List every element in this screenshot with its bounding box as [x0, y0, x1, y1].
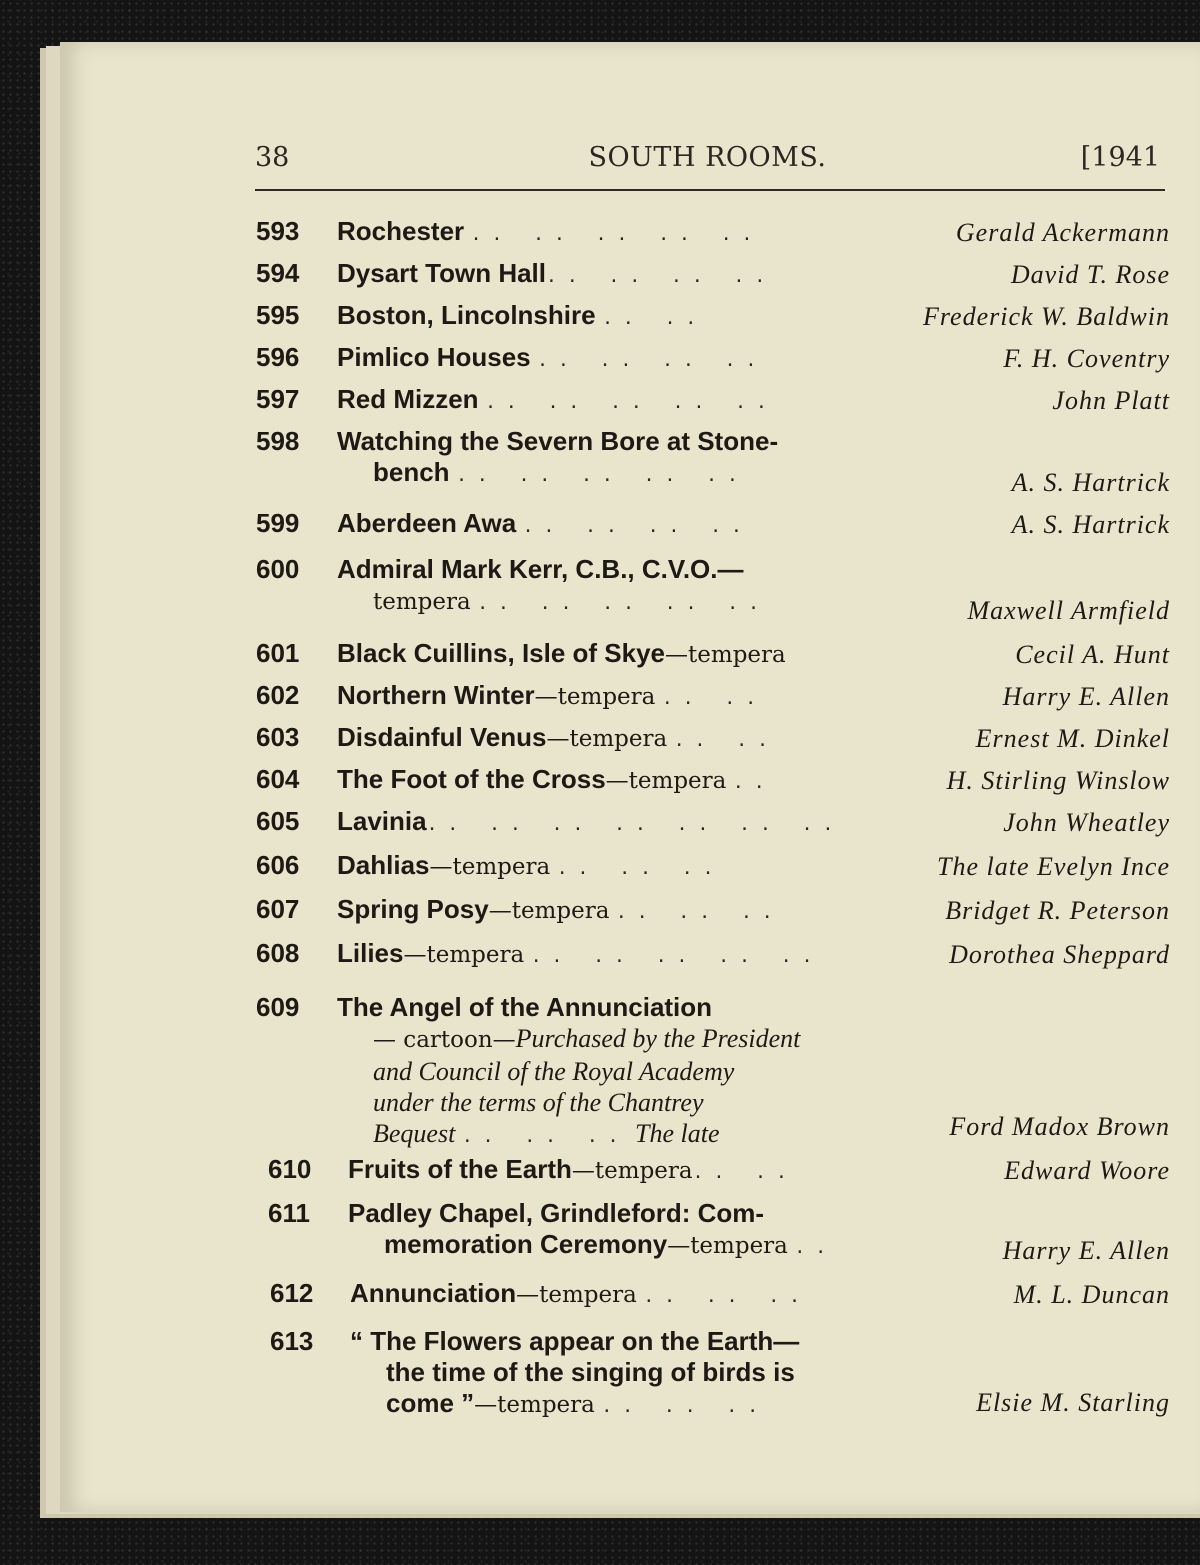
- entry-medium: —tempera: [605, 768, 727, 794]
- entry-number: 593: [256, 216, 300, 246]
- entry-605: 605 Lavinia.. .. .. .. .. .. .. John Wheatley: [256, 806, 1170, 837]
- entry-artist: Edward Woore: [1004, 1156, 1170, 1185]
- entry-title: Dahlias: [337, 850, 430, 880]
- entry-title-line2: the time of the singing of birds is: [386, 1357, 795, 1387]
- entry-title: Red Mizzen: [337, 384, 479, 414]
- entry-number: 602: [256, 680, 300, 710]
- entry-note-line2: and Council of the Royal Academy: [373, 1057, 735, 1086]
- entry-artist: Elsie M. Starling: [976, 1388, 1170, 1417]
- entry-title-line2: memoration Ceremony: [384, 1229, 668, 1259]
- entry-artist: Bridget R. Peterson: [945, 896, 1170, 925]
- entry-606: 606 Dahlias—tempera .. .. .. The late Evelyn Ince: [256, 850, 1170, 881]
- entry-title: Aberdeen Awa: [337, 508, 517, 538]
- entry-604: 604 The Foot of the Cross—tempera .. H. Stirling Winslow: [256, 764, 1170, 795]
- entry-note-line3: under the terms of the Chantrey: [373, 1088, 704, 1117]
- entry-603: 603 Disdainful Venus—tempera .. .. Ernest M. Dinkel: [256, 722, 1170, 753]
- entry-artist: Gerald Ackermann: [955, 218, 1170, 247]
- entry-title: The Angel of the Annunciation: [337, 992, 713, 1022]
- entry-artist: H. Stirling Winslow: [946, 766, 1170, 795]
- entry-593: 593 Rochester .. .. .. .. .. Gerald Ackermann: [256, 216, 1170, 247]
- entry-artist: David T. Rose: [1010, 260, 1170, 289]
- entry-number: 595: [256, 300, 300, 330]
- entry-medium: —tempera: [474, 1392, 595, 1418]
- entry-title-line1: Padley Chapel, Grindleford: Com-: [348, 1198, 765, 1228]
- entry-613: 613 “ The Flowers appear on the Earth— the time of the singing of birds is come ”—tempera .. .. .. Elsie M. Starling: [270, 1326, 1170, 1418]
- entry-medium: —tempera: [429, 854, 551, 880]
- entry-title: Northern Winter: [337, 680, 535, 710]
- entry-number: 609: [256, 992, 300, 1022]
- entry-title: Fruits of the Earth: [348, 1154, 572, 1184]
- entry-artist-prefix: The late: [635, 1119, 720, 1148]
- entry-list: [0, 212, 1200, 1432]
- entry-artist: Harry E. Allen: [1002, 1236, 1170, 1265]
- entry-number: 601: [256, 638, 300, 668]
- entry-number: 611: [268, 1198, 310, 1228]
- entry-596: 596 Pimlico Houses .. .. .. .. F. H. Coventry: [256, 342, 1170, 373]
- entry-title-line2: bench: [373, 457, 450, 487]
- entry-594: 594 Dysart Town Hall.. .. .. .. David T. Rose: [256, 258, 1170, 289]
- entry-medium: —tempera: [516, 1282, 637, 1308]
- entry-602: 602 Northern Winter—tempera .. .. Harry E. Allen: [256, 680, 1170, 711]
- entry-medium: — cartoon—: [373, 1027, 516, 1053]
- page-number: 38: [255, 142, 290, 173]
- entry-medium: —tempera: [571, 1158, 693, 1184]
- entry-title-line1: “ The Flowers appear on the Earth—: [350, 1326, 800, 1356]
- entry-artist: Ernest M. Dinkel: [975, 724, 1170, 753]
- entry-number: 610: [268, 1154, 312, 1184]
- entry-artist: Maxwell Armfield: [967, 596, 1170, 625]
- entry-number: 606: [256, 850, 300, 880]
- entry-number: 597: [256, 384, 300, 414]
- entry-number: 613: [270, 1326, 314, 1356]
- header-rule: [255, 189, 1165, 191]
- entry-number: 594: [256, 258, 300, 288]
- entry-597: 597 Red Mizzen .. .. .. .. .. John Platt: [256, 384, 1170, 415]
- entry-artist: Harry E. Allen: [1002, 682, 1170, 711]
- entry-595: 595 Boston, Lincolnshire .. .. Frederick W. Baldwin: [256, 300, 1170, 331]
- entry-612: 612 Annunciation—tempera .. .. .. M. L. Duncan: [270, 1278, 1170, 1309]
- entry-title: Dysart Town Hall: [337, 258, 547, 288]
- entry-number: 607: [256, 894, 300, 924]
- entry-number: 600: [256, 554, 300, 584]
- year: [1941: [1080, 142, 1160, 173]
- entry-title: The Foot of the Cross: [337, 764, 606, 794]
- entry-artist: John Wheatley: [1003, 808, 1170, 837]
- entry-note-line1: Purchased by the President: [515, 1024, 801, 1053]
- entry-title: Annunciation: [350, 1278, 517, 1308]
- entry-title: Lavinia: [337, 806, 427, 836]
- entry-608: 608 Lilies—tempera .. .. .. .. .. Dorothea Sheppard: [256, 938, 1170, 969]
- entry-599: 599 Aberdeen Awa .. .. .. .. A. S. Hartrick: [256, 508, 1170, 539]
- entry-611: 611 Padley Chapel, Grindleford: Com- memoration Ceremony—tempera .. Harry E. Allen: [268, 1198, 1170, 1265]
- entry-number: 599: [256, 508, 300, 538]
- entry-artist: A. S. Hartrick: [1011, 510, 1170, 539]
- entry-number: 598: [256, 426, 300, 456]
- entry-title: Pimlico Houses: [337, 342, 531, 372]
- entry-601: [0, 634, 1200, 676]
- entry-title: Black Cuillins, Isle of Skye: [337, 638, 666, 668]
- entry-artist: F. H. Coventry: [1003, 344, 1170, 373]
- entry-artist: Dorothea Sheppard: [949, 940, 1170, 969]
- entry-600: 600 Admiral Mark Kerr, C.B., C.V.O.— tempera .. .. .. .. .. Maxwell Armfield: [256, 554, 1170, 625]
- entry-609: 609 The Angel of the Annunciation — cartoon—Purchased by the President and Council of the Royal Academy under the terms of the Chantrey Bequest .. .. .. The late Ford Madox Brown: [256, 992, 1170, 1148]
- entry-medium: —tempera: [665, 642, 786, 668]
- entry-artist: M. L. Duncan: [1013, 1280, 1170, 1309]
- entry-title: Rochester: [337, 216, 465, 246]
- entry-610: 610 Fruits of the Earth—tempera.. .. Edward Woore: [268, 1154, 1170, 1185]
- entry-medium: —tempera: [534, 684, 656, 710]
- section-title: SOUTH ROOMS.: [588, 142, 827, 173]
- entry-number: 604: [256, 764, 300, 794]
- page-header: [255, 142, 1160, 182]
- entry-note-line4: Bequest: [373, 1119, 456, 1148]
- entry-artist: A. S. Hartrick: [1011, 468, 1170, 497]
- entry-medium: —tempera: [403, 942, 525, 968]
- entry-number: 603: [256, 722, 300, 752]
- entry-title: Admiral Mark Kerr, C.B., C.V.O.—: [337, 554, 744, 584]
- entry-598: 598 Watching the Severn Bore at Stone- bench .. .. .. .. .. A. S. Hartrick: [256, 426, 1170, 497]
- entry-medium: —tempera: [667, 1233, 788, 1259]
- entry-artist: Ford Madox Brown: [949, 1112, 1170, 1141]
- entry-number: 605: [256, 806, 300, 836]
- entry-artist: John Platt: [1052, 386, 1170, 415]
- entry-medium: —tempera: [488, 898, 610, 924]
- entry-artist: Frederick W. Baldwin: [923, 302, 1170, 331]
- entry-title-line3: come ”: [386, 1388, 475, 1418]
- entry-medium: —tempera: [546, 726, 668, 752]
- entry-title: Lilies: [337, 938, 404, 968]
- entry-title: Spring Posy: [337, 894, 489, 924]
- entry-607: 607 Spring Posy—tempera .. .. .. Bridget R. Peterson: [256, 894, 1170, 925]
- entry-number: 596: [256, 342, 300, 372]
- entry-artist: The late Evelyn Ince: [937, 852, 1170, 881]
- entry-title: Boston, Lincolnshire: [337, 300, 596, 330]
- entry-title: Disdainful Venus: [337, 722, 547, 752]
- entry-number: 612: [270, 1278, 314, 1308]
- entry-artist: Cecil A. Hunt: [1015, 640, 1170, 669]
- entry-medium: tempera: [373, 589, 471, 615]
- entry-number: 608: [256, 938, 300, 968]
- entry-title-line1: Watching the Severn Bore at Stone-: [337, 426, 779, 456]
